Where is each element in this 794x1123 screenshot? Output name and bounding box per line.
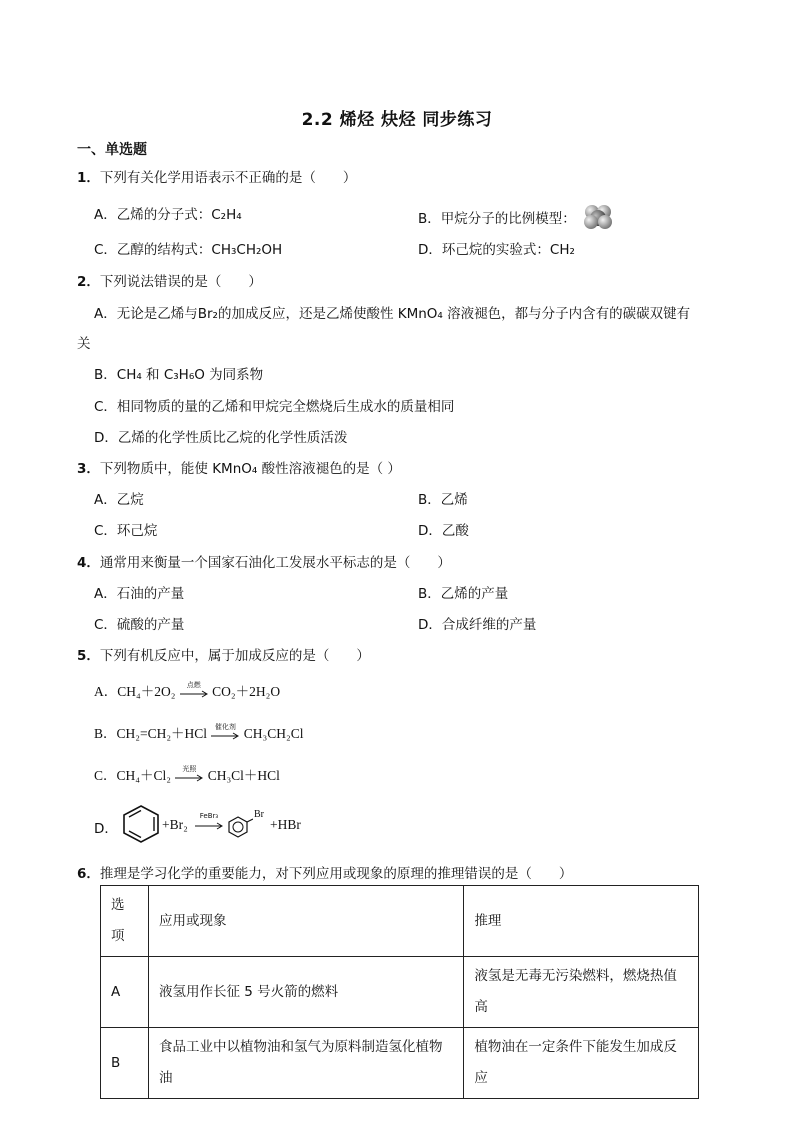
- question-stem: 推理是学习化学的重要能力，对下列应用或现象的原理的推理错误的是（ ）: [99, 866, 573, 882]
- question-stem: 下列有关化学用语表示不正确的是（ ）: [99, 170, 357, 186]
- reaction-condition: FeBr₃: [199, 812, 219, 820]
- q3-option-d: D．乙酸: [418, 523, 469, 539]
- q5-a-reactants: A．CH₄＋2O₂: [94, 684, 176, 699]
- page-title: 2.2 烯烃 炔烃 同步练习: [301, 110, 493, 130]
- table-cell: 液氢用作长征 5 号火箭的燃料: [148, 957, 463, 1028]
- q5-option-c: [94, 764, 280, 784]
- question-number: 2．: [77, 274, 100, 290]
- table-cell: 液氢是无毒无污染燃料，燃烧热值高: [464, 957, 699, 1028]
- question-6: [77, 862, 572, 882]
- q6-table: [100, 885, 699, 1099]
- q5-b-reactants: B．CH₂=CH₂＋HCl: [94, 726, 208, 741]
- q5-d-reagent: +Br₂: [162, 817, 188, 832]
- question-stem: 下列说法错误的是（ ）: [99, 274, 262, 290]
- q5-b-products: CH₃CH₂Cl: [243, 726, 304, 741]
- q4-option-d: D．合成纤维的产量: [418, 617, 537, 633]
- question-stem: 通常用来衡量一个国家石油化工发展水平标志的是（ ）: [99, 555, 451, 571]
- question-number: 4．: [77, 555, 100, 571]
- table-header-cell: 选项: [101, 886, 149, 957]
- table-row: [101, 1028, 699, 1099]
- q3-option-c: C．环己烷: [94, 523, 158, 539]
- table-header-cell: 推理: [464, 886, 699, 957]
- question-number: 6．: [77, 866, 100, 882]
- question-number: 3．: [77, 461, 100, 477]
- question-5: [77, 644, 370, 664]
- q1-option-b: [418, 203, 616, 235]
- q5-c-reactants: C．CH₄＋Cl₂: [94, 768, 171, 783]
- q2-option-a-line2: 关: [77, 336, 91, 352]
- q5-a-products: CO₂＋2H₂O: [212, 684, 281, 699]
- table-cell: B: [101, 1028, 149, 1099]
- bromobenzene-icon: [227, 815, 253, 843]
- reaction-arrow-icon: [210, 722, 240, 742]
- question-1: [77, 166, 356, 186]
- q1-option-a: A．乙烯的分子式：C₂H₄: [94, 207, 242, 223]
- q4-option-a: A．石油的产量: [94, 586, 185, 602]
- table-row: [101, 957, 699, 1028]
- q5-d-label: D．: [94, 821, 118, 837]
- table-cell: A: [101, 957, 149, 1028]
- table-cell: 食品工业中以植物油和氢气为原料制造氢化植物油: [148, 1028, 463, 1099]
- reaction-arrow-icon: [194, 812, 224, 832]
- q5-d-product: +HBr: [270, 817, 301, 832]
- question-stem: 下列物质中，能使 KMnO₄ 酸性溶液褪色的是（ ）: [99, 461, 401, 477]
- q2-option-a-line1: A．无论是乙烯与Br₂的加成反应，还是乙烯使酸性 KMnO₄ 溶液褪色，都与分子内含有的碳碳双键有: [94, 306, 691, 322]
- reaction-arrow-icon: [174, 764, 204, 784]
- q4-option-b: B．乙烯的产量: [418, 586, 509, 602]
- q2-option-c: C．相同物质的量的乙烯和甲烷完全燃烧后生成水的质量相同: [94, 399, 455, 415]
- question-4: [77, 551, 451, 571]
- q1-option-b-text: B．甲烷分子的比例模型：: [418, 211, 576, 227]
- table-cell: 植物油在一定条件下能发生加成反应: [464, 1028, 699, 1099]
- question-2: [77, 270, 262, 290]
- section-heading: 一、单选题: [77, 142, 147, 158]
- reaction-condition: 光照: [182, 764, 197, 773]
- reaction-arrow-icon: [179, 680, 209, 700]
- question-stem: 下列有机反应中，属于加成反应的是（ ）: [99, 648, 370, 664]
- q5-option-a: [94, 680, 280, 700]
- q5-c-products: CH₃Cl＋HCl: [207, 768, 280, 783]
- q4-option-c: C．硫酸的产量: [94, 617, 185, 633]
- reaction-condition: 催化剂: [214, 722, 236, 731]
- reaction-condition: 点燃: [186, 680, 201, 689]
- q3-option-b: B．乙烯: [418, 492, 468, 508]
- q1-option-d: D．环己烷的实验式：CH₂: [418, 242, 575, 258]
- methane-model-icon: [580, 203, 616, 235]
- table-header-cell: 应用或现象: [148, 886, 463, 957]
- q1-option-c: C．乙醇的结构式：CH₃CH₂OH: [94, 242, 283, 258]
- question-number: 1．: [77, 170, 100, 186]
- q2-option-b: B．CH₄ 和 C₃H₆O 为同系物: [94, 367, 264, 383]
- benzene-ring-icon: [120, 804, 162, 848]
- bromine-label: Br: [254, 809, 264, 820]
- q5-option-b: [94, 722, 303, 742]
- q3-option-a: A．乙烷: [94, 492, 144, 508]
- q2-option-d: D．乙烯的化学性质比乙烷的化学性质活泼: [94, 430, 348, 446]
- table-header-row: [101, 886, 699, 957]
- question-number: 5．: [77, 648, 100, 664]
- question-3: [77, 457, 401, 477]
